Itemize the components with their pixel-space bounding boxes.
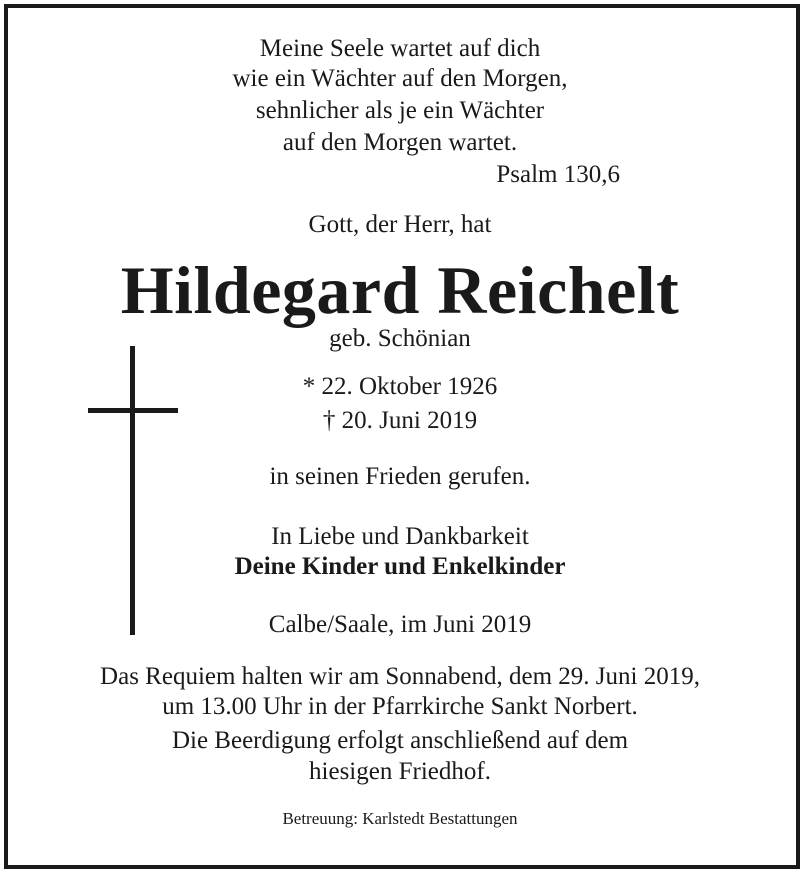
- birth-date: * 22. Oktober 1926: [302, 373, 498, 400]
- psalm-line-2: wie ein Wächter auf den Morgen,: [232, 65, 568, 92]
- deceased-name: Hildegard Reichelt: [120, 252, 680, 328]
- service-line-4: hiesigen Friedhof.: [309, 758, 491, 785]
- intro-text: Gott, der Herr, hat: [308, 211, 492, 238]
- called-to-peace-text: in seinen Frieden gerufen.: [269, 463, 531, 490]
- funeral-home-credit: Betreuung: Karlstedt Bestattungen: [282, 809, 518, 828]
- death-date: † 20. Juni 2019: [322, 407, 478, 434]
- signoff-line: In Liebe und Dankbarkeit: [271, 523, 529, 550]
- service-line-1: Das Requiem halten wir am Sonnabend, dem 29. Juni 2019,: [100, 663, 700, 690]
- psalm-line-3: sehnlicher als je ein Wächter: [255, 97, 545, 124]
- service-line-2: um 13.00 Uhr in der Pfarrkirche Sankt Norbert.: [162, 693, 638, 720]
- service-line-3: Die Beerdigung erfolgt anschließend auf dem: [171, 727, 629, 754]
- psalm-reference: Psalm 130,6: [496, 161, 620, 188]
- family-signature: Deine Kinder und Enkelkinder: [234, 553, 566, 580]
- birth-name: geb. Schönian: [329, 325, 471, 352]
- psalm-line-4: auf den Morgen wartet.: [282, 129, 518, 156]
- psalm-line-1: Meine Seele wartet auf dich: [259, 35, 541, 62]
- place-date: Calbe/Saale, im Juni 2019: [268, 611, 532, 638]
